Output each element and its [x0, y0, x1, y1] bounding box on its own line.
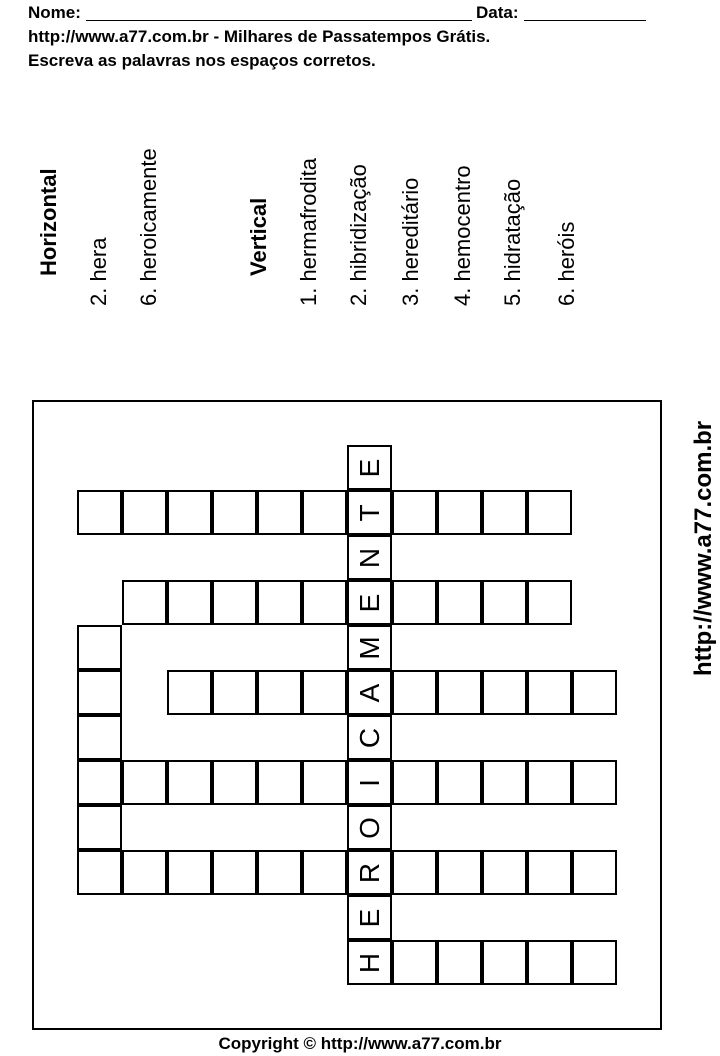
grid-cell[interactable]	[482, 670, 527, 715]
grid-cell[interactable]	[347, 805, 392, 850]
grid-cell[interactable]	[122, 580, 167, 625]
clue-vertical-3: 3. hereditário	[398, 177, 423, 306]
grid-cell[interactable]	[257, 850, 302, 895]
grid-cell[interactable]	[392, 940, 437, 985]
grid-cell[interactable]	[482, 940, 527, 985]
grid-letter: R	[353, 862, 385, 883]
grid-cell[interactable]	[527, 580, 572, 625]
grid-cell[interactable]	[437, 490, 482, 535]
grid-cell[interactable]	[437, 670, 482, 715]
clue-vertical-2: 2. hibridização	[346, 164, 371, 306]
clue-horizontal-2: 2. hera	[86, 237, 111, 306]
grid-cell[interactable]	[392, 670, 437, 715]
grid-cell[interactable]	[77, 805, 122, 850]
grid-letter: E	[353, 458, 385, 477]
grid-letter: E	[353, 593, 385, 612]
grid-cell[interactable]	[212, 580, 257, 625]
grid-letter: N	[353, 547, 385, 568]
grid-cell[interactable]	[482, 760, 527, 805]
grid-cell[interactable]	[257, 580, 302, 625]
horizontal-heading: Horizontal	[36, 168, 61, 276]
grid-cell[interactable]	[302, 490, 347, 535]
grid-cell[interactable]	[392, 580, 437, 625]
grid-cell[interactable]	[302, 760, 347, 805]
grid-cell[interactable]	[167, 490, 212, 535]
grid-cell[interactable]	[437, 940, 482, 985]
grid-cell[interactable]	[527, 670, 572, 715]
footer-copyright: Copyright © http://www.a77.com.br	[218, 1034, 502, 1053]
vertical-heading: Vertical	[246, 197, 271, 276]
date-blank	[524, 20, 646, 21]
grid-cell[interactable]	[77, 490, 122, 535]
name-label: Nome:	[28, 3, 81, 22]
site-line: http://www.a77.com.br - Milhares de Passatempos Grátis.	[28, 27, 491, 46]
grid-cell[interactable]	[122, 850, 167, 895]
grid-cell[interactable]	[572, 670, 617, 715]
grid-cell[interactable]	[347, 625, 392, 670]
grid-cell[interactable]	[392, 760, 437, 805]
grid-cell[interactable]	[347, 760, 392, 805]
grid-cell[interactable]	[392, 850, 437, 895]
grid-cell[interactable]	[167, 760, 212, 805]
grid-cell[interactable]	[347, 535, 392, 580]
clue-vertical-5: 5. hidratação	[500, 178, 525, 306]
grid-cell[interactable]	[122, 490, 167, 535]
grid-letter: E	[353, 908, 385, 927]
grid-cell[interactable]	[122, 760, 167, 805]
grid-cell[interactable]	[212, 760, 257, 805]
side-url: http://www.a77.com.br	[690, 420, 717, 676]
grid-letter: M	[353, 635, 385, 660]
grid-cell[interactable]	[527, 760, 572, 805]
grid-cell[interactable]	[77, 625, 122, 670]
grid-cell[interactable]	[347, 490, 392, 535]
grid-cell[interactable]	[527, 940, 572, 985]
date-label: Data:	[476, 3, 519, 22]
grid-cell[interactable]	[167, 580, 212, 625]
grid-letter: T	[353, 503, 385, 522]
grid-letter: O	[353, 816, 385, 839]
grid-letter: A	[353, 683, 385, 702]
grid-cell[interactable]	[167, 850, 212, 895]
clue-vertical-4: 4. hemocentro	[450, 165, 475, 306]
grid-cell[interactable]	[212, 490, 257, 535]
grid-cell[interactable]	[77, 670, 122, 715]
grid-cell[interactable]	[302, 670, 347, 715]
grid-cell[interactable]	[437, 850, 482, 895]
grid-cell[interactable]	[167, 670, 212, 715]
grid-cell[interactable]	[482, 490, 527, 535]
grid-cell[interactable]	[257, 760, 302, 805]
grid-cell[interactable]	[347, 670, 392, 715]
grid-cell[interactable]	[77, 760, 122, 805]
grid-cell[interactable]	[347, 580, 392, 625]
grid-cell[interactable]	[347, 715, 392, 760]
grid-cell[interactable]	[482, 850, 527, 895]
grid-letter: H	[353, 952, 385, 973]
grid-cell[interactable]	[347, 850, 392, 895]
grid-cell[interactable]	[527, 490, 572, 535]
clue-vertical-1: 1. hermafrodita	[296, 158, 321, 306]
grid-letter: I	[353, 778, 385, 787]
instruction: Escreva as palavras nos espaços corretos.	[28, 51, 376, 70]
grid-cell[interactable]	[482, 580, 527, 625]
grid-cell[interactable]	[347, 940, 392, 985]
grid-cell[interactable]	[437, 580, 482, 625]
grid-letter: C	[353, 727, 385, 748]
grid-cell[interactable]	[527, 850, 572, 895]
grid-cell[interactable]	[257, 490, 302, 535]
grid-cell[interactable]	[212, 850, 257, 895]
grid-cell[interactable]	[302, 850, 347, 895]
grid-cell[interactable]	[437, 760, 482, 805]
clue-vertical-6: 6. heróis	[554, 221, 579, 306]
grid-cell[interactable]	[572, 760, 617, 805]
grid-cell[interactable]	[347, 895, 392, 940]
grid-cell[interactable]	[572, 850, 617, 895]
grid-cell[interactable]	[572, 940, 617, 985]
grid-cell[interactable]	[212, 670, 257, 715]
clue-horizontal-6: 6. heroicamente	[136, 148, 161, 306]
grid-cell[interactable]	[77, 850, 122, 895]
grid-cell[interactable]	[302, 580, 347, 625]
name-blank	[86, 20, 472, 21]
grid-cell[interactable]	[257, 670, 302, 715]
grid-cell[interactable]	[347, 445, 392, 490]
grid-cell[interactable]	[77, 715, 122, 760]
grid-cell[interactable]	[392, 490, 437, 535]
